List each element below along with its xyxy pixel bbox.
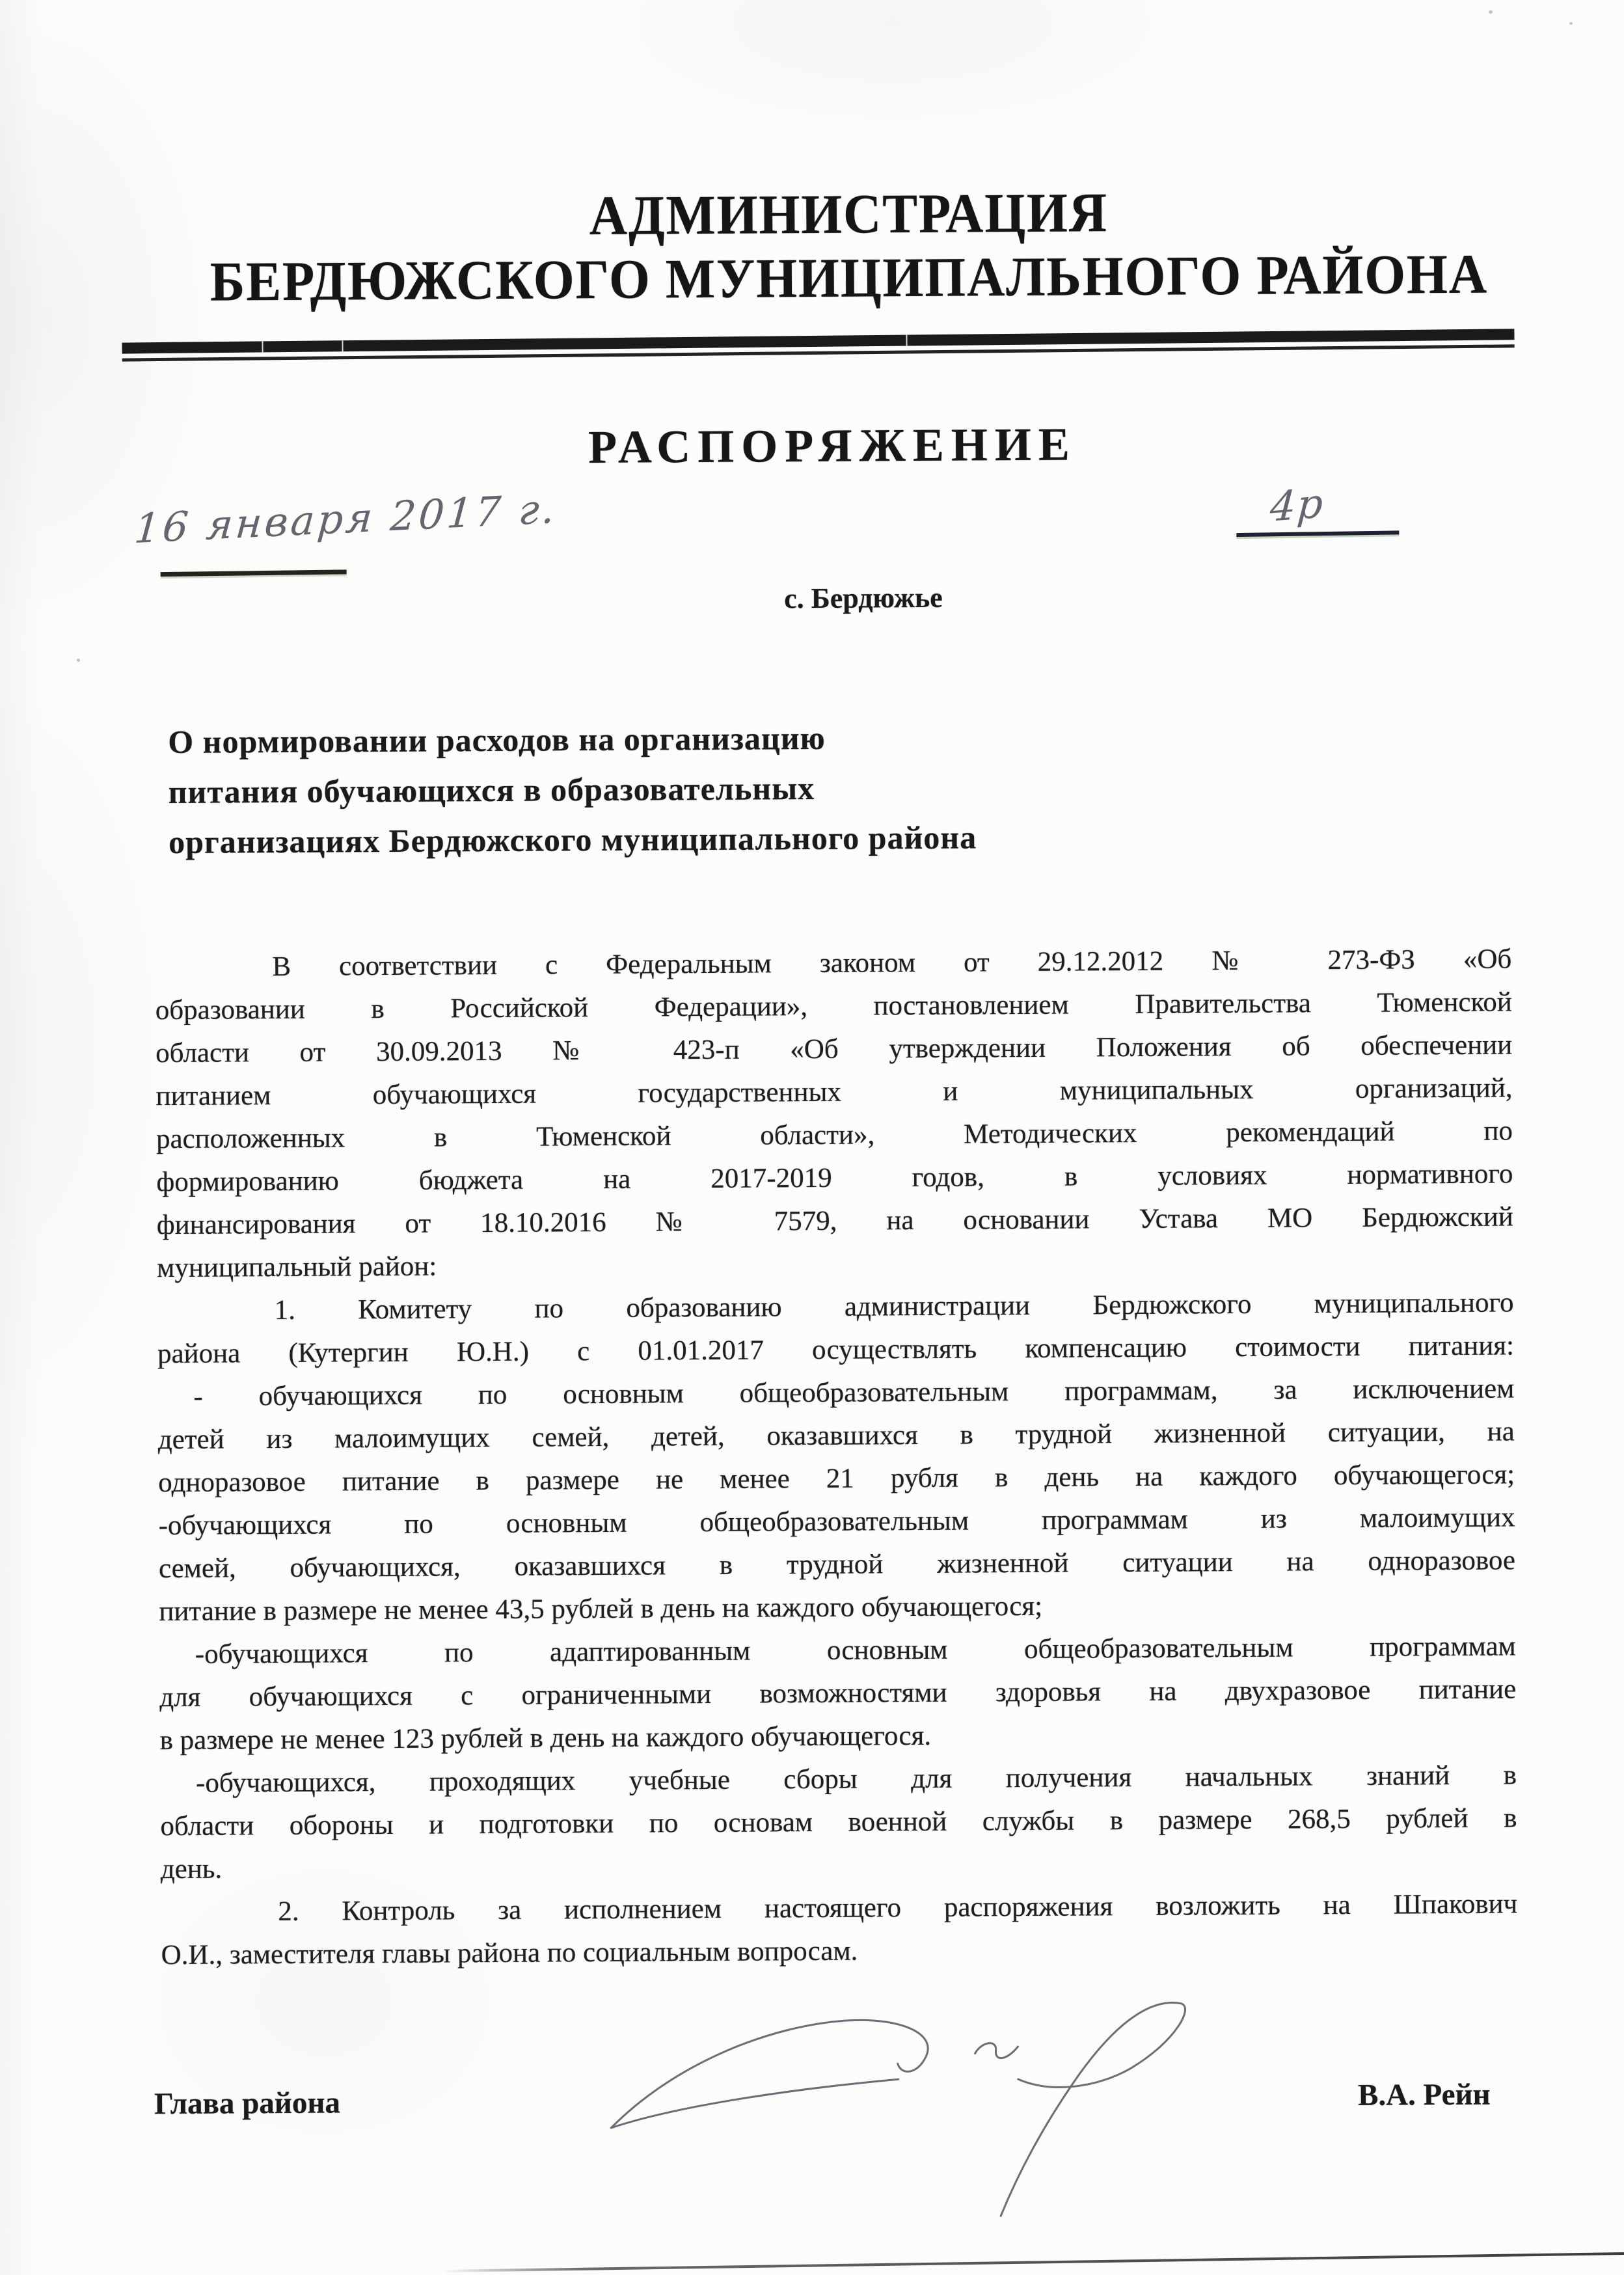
handwritten-date: 16 января 2017 г. [132,484,560,553]
body-line: области от 30.09.2013 № 423-п «Об утверждении Положения об обеспечении [156,1029,1513,1069]
body-line: одноразовое питание в размере не менее 21 рубля в день на каждого обучающегося; [158,1459,1515,1499]
signature-name: В.А. Рейн [1357,2077,1491,2112]
body-line: -обучающихся по адаптированным основным общеобразовательным программам [195,1631,1516,1670]
scan-streak [906,335,907,346]
scan-speck [1569,22,1573,25]
document-type-heading: РАСПОРЯЖЕНИЕ [588,418,1077,474]
scan-streak [342,340,343,351]
title-line: организациях Бердюжского муниципального района [169,819,977,861]
body-line: - обучающихся по основным общеобразовательным программам, за исключением [193,1373,1515,1412]
letterhead-line2: БЕРДЮЖСКОГО МУНИЦИПАЛЬНОГО РАЙОНА [210,242,1489,313]
body-line: питание в размере не менее 43,5 рублей в день на каждого обучающегося; [159,1590,1043,1628]
scan-speck [77,659,80,662]
place-line: с. Бердюжье [784,581,943,615]
body-line: О.И., заместителя главы района по социальным вопросам. [161,1935,858,1971]
body-line: финансирования от 18.10.2016 № 7579, на основании Устава МО Бердюжский [156,1201,1513,1241]
body-line: -обучающихся, проходящих учебные сборы для получения начальных знаний в [195,1760,1517,1799]
body-line: района (Кутергин Ю.Н.) с 01.01.2017 осуществлять компенсацию стоимости питания: [157,1330,1515,1370]
body-line: формированию бюджета на 2017-2019 годов, в условиях нормативного [156,1158,1513,1198]
document-title [168,711,1275,867]
body-line: день. [160,1853,223,1885]
body-line: области обороны и подготовки по основам военной службы в размере 268,5 рублей в [160,1803,1517,1842]
body-line: питанием обучающихся государственных и муниципальных организаций, [156,1072,1513,1112]
body-line: -обучающихся по основным общеобразовательным программам из малоимущих [158,1502,1515,1542]
letterhead-rule [122,329,1514,361]
scan-streak [262,341,263,352]
body-line: 1. Комитету по образованию администрации Бердюжского муниципального [274,1287,1514,1326]
body-line: детей из малоимущих семей, детей, оказавшихся в трудной жизненной ситуации, на [157,1416,1515,1456]
body-line: муниципальный район: [157,1251,437,1284]
title-line: питания обучающихся в образовательных [168,769,815,811]
signature-post-label: Глава района [154,2086,341,2121]
body-line: для обучающихся с ограниченными возможностями здоровья на двухразовое питание [159,1674,1517,1713]
body-line: В соответствии с Федеральным законом от 29.12.2012 № 273-ФЗ «Об [272,944,1512,983]
number-blank-line [1236,530,1399,537]
scan-speck [1489,10,1493,14]
body-line: расположенных в Тюменской области», Методических рекомендаций по [156,1115,1513,1155]
body-line: семей, обучающихся, оказавшихся в трудной жизненной ситуации на одноразовое [158,1545,1516,1585]
signature-ink-mark [558,1963,1211,2253]
body-line: образовании в Российской Федерации», постановлением Правительства Тюменской [155,987,1512,1026]
body-line: в размере не менее 123 рублей в день на каждого обучающегося. [159,1720,932,1756]
letterhead-rule-thick [122,329,1514,353]
document-body [155,938,1518,1977]
handwritten-number: 4р [1268,478,1326,531]
body-line: 2. Контроль за исполнением настоящего распоряжения возложить на Шпакович [278,1888,1518,1928]
title-line: О нормировании расходов на организацию [168,719,826,761]
date-blank-line [161,569,347,577]
letterhead-line1: АДМИНИСТРАЦИЯ [589,181,1109,247]
